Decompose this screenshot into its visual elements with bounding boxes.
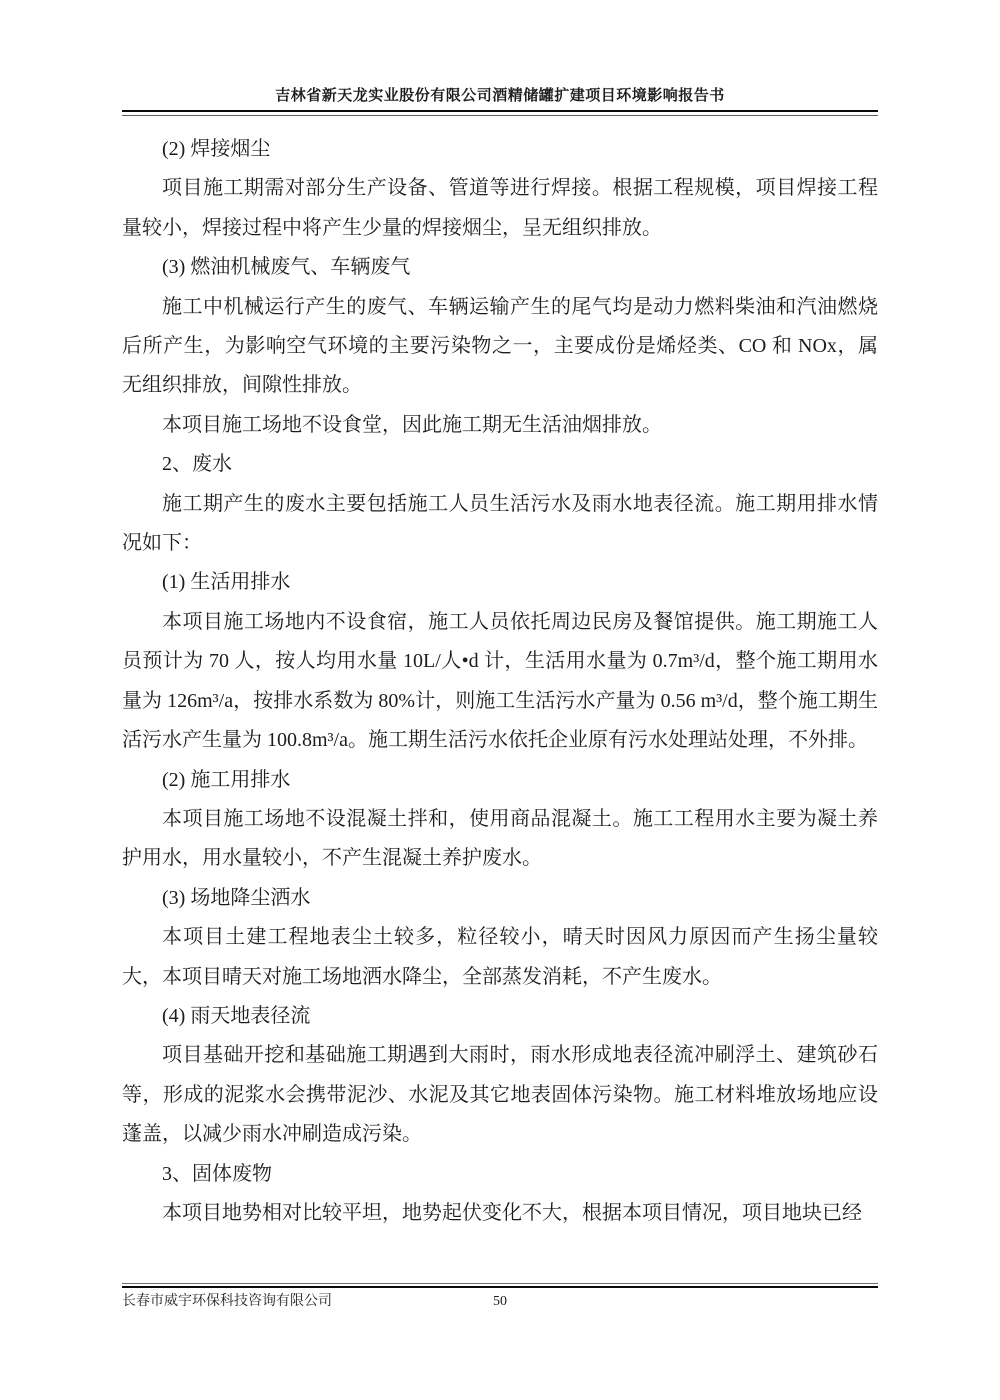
body-paragraph: 施工期产生的废水主要包括施工人员生活污水及雨水地表径流。施工期用排水情况如下： — [122, 492, 878, 555]
footer-company-name: 长春市威宇环保科技咨询有限公司 — [122, 1294, 332, 1309]
document-body — [122, 130, 878, 1233]
section-heading: (1) 生活用排水 — [162, 571, 291, 594]
body-paragraph: 本项目土建工程地表尘土较多，粒径较小，晴天时因风力原因而产生扬尘量较大，本项目晴天对施工场地洒水降尘，全部蒸发消耗，不产生废水。 — [122, 926, 878, 988]
section-heading: (3) 场地降尘洒水 — [162, 886, 311, 909]
body-paragraph: 项目施工期需对部分生产设备、管道等进行焊接。根据工程规模，项目焊接工程量较小，焊接过程中将产生少量的焊接烟尘，呈无组织排放。 — [122, 177, 878, 239]
section-heading: (2) 施工用排水 — [162, 768, 291, 791]
body-paragraph: 施工中机械运行产生的废气、车辆运输产生的尾气均是动力燃料柴油和汽油燃烧后所产生，为影响空气环境的主要污染物之一，主要成份是烯烃类、CO 和 NOx，属无组织排放，间隙性排放。 — [122, 295, 878, 397]
report-title: 吉林省新天龙实业股份有限公司酒精储罐扩建项目环境影响报告书 — [275, 88, 725, 104]
body-paragraph: 本项目施工场地不设混凝土拌和，使用商品混凝土。施工工程用水主要为凝土养护用水，用水量较小，不产生混凝土养护废水。 — [122, 807, 878, 870]
section-heading: (4) 雨天地表径流 — [162, 1004, 311, 1027]
section-heading: (3) 燃油机械废气、车辆废气 — [162, 256, 411, 279]
body-paragraph: 项目基础开挖和基础施工期遇到大雨时，雨水形成地表径流冲刷浮土、建筑砂石等，形成的泥浆水会携带泥沙、水泥及其它地表固体污染物。施工材料堆放场地应设蓬盖，以减少雨水冲刷造成污染。 — [122, 1044, 878, 1146]
footer-divider — [122, 1283, 878, 1288]
header-divider — [122, 110, 878, 116]
section-heading: (2) 焊接烟尘 — [162, 138, 271, 160]
body-paragraph: 本项目地势相对比较平坦，地势起伏变化不大，根据本项目情况，项目地块已经 — [162, 1201, 862, 1224]
body-paragraph: 本项目施工场地内不设食宿，施工人员依托周边民房及餐馆提供。施工期施工人员预计为 70 人，按人均用水量 10L/人•d 计，生活用水量为 0.7m³/d，整个施工期用水量为 126m³/a，按排水系数为 80%计，则施工生活污水产量为 0.56 m³/d，整个施工期生活污水产生量为 100.8m³/a。施工期生活污水依托企业原有污水处理站处理，不外排。 — [122, 610, 878, 752]
page-number: 50 — [493, 1294, 507, 1309]
section-heading: 2、废水 — [162, 453, 232, 476]
page-header — [122, 84, 878, 116]
page-footer — [122, 1283, 878, 1312]
footer-row — [122, 1292, 878, 1312]
section-heading: 3、固体废物 — [162, 1162, 272, 1185]
body-paragraph: 本项目施工场地不设食堂，因此施工期无生活油烟排放。 — [162, 413, 662, 436]
